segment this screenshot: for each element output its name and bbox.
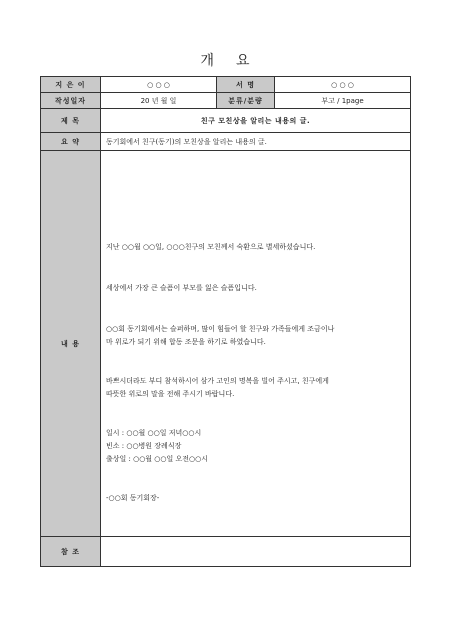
summary-row xyxy=(41,133,411,151)
signature-label: 서 명 xyxy=(217,77,275,93)
content-paragraph-4-line-1: 바쁘시더라도 부디 참석하시어 삼가 고인의 명복을 빌어 주시고, 친구에게 xyxy=(106,376,329,385)
content-label: 내 용 xyxy=(41,151,101,537)
subject-value: 친구 모친상을 알리는 내용의 글. xyxy=(101,109,411,133)
content-paragraph-4-line-2: 따뜻한 위로의 말을 전해 주시기 바랍니다. xyxy=(106,389,235,398)
date-label: 작성일자 xyxy=(41,93,101,109)
category-value: 부고 / 1page xyxy=(275,93,411,109)
content-paragraph-3-line-1: ○○회 동기회에서는 슬퍼하며, 많이 힘들어 할 친구와 가족들에게 조금이나 xyxy=(106,324,335,333)
content-sign: -○○회 동기회장- xyxy=(106,493,160,502)
reference-row xyxy=(41,537,411,567)
reference-label: 참 조 xyxy=(41,537,101,567)
author-label: 지 은 이 xyxy=(41,77,101,93)
category-label: 분류/분량 xyxy=(217,93,275,109)
author-value: ○ ○ ○ xyxy=(101,77,217,93)
info-funeral: 출상일 : ○○월 ○○일 오전○○시 xyxy=(106,454,209,463)
summary-label: 요 약 xyxy=(41,133,101,151)
content-paragraph-2: 세상에서 가장 큰 슬픔이 부모를 잃은 슬픔입니다. xyxy=(106,283,257,292)
content-row xyxy=(41,151,411,537)
date-value: 20 년 월 일 xyxy=(101,93,217,109)
subject-label: 제 목 xyxy=(41,109,101,133)
summary-form-table xyxy=(40,76,411,567)
content-paragraph-1: 지난 ○○월 ○○일, ○○○친구의 모친께서 숙환으로 별세하셨습니다. xyxy=(106,242,316,251)
info-date: 일시 : ○○월 ○○일 저녁○○시 xyxy=(106,428,202,437)
signature-value: ○ ○ ○ xyxy=(275,77,411,93)
subject-row xyxy=(41,109,411,133)
author-row xyxy=(41,77,411,93)
info-place: 빈소 : ○○병원 장례식장 xyxy=(106,441,182,450)
content-body xyxy=(101,151,411,537)
document-title: 개요 xyxy=(200,53,272,69)
date-row xyxy=(41,93,411,109)
reference-value xyxy=(101,537,411,567)
summary-value: 동기회에서 친구(동기)의 모친상을 알리는 내용의 글. xyxy=(101,133,411,151)
content-paragraph-3-line-2: 마 위로가 되기 위해 합동 조문을 하기로 하였습니다. xyxy=(106,337,266,346)
